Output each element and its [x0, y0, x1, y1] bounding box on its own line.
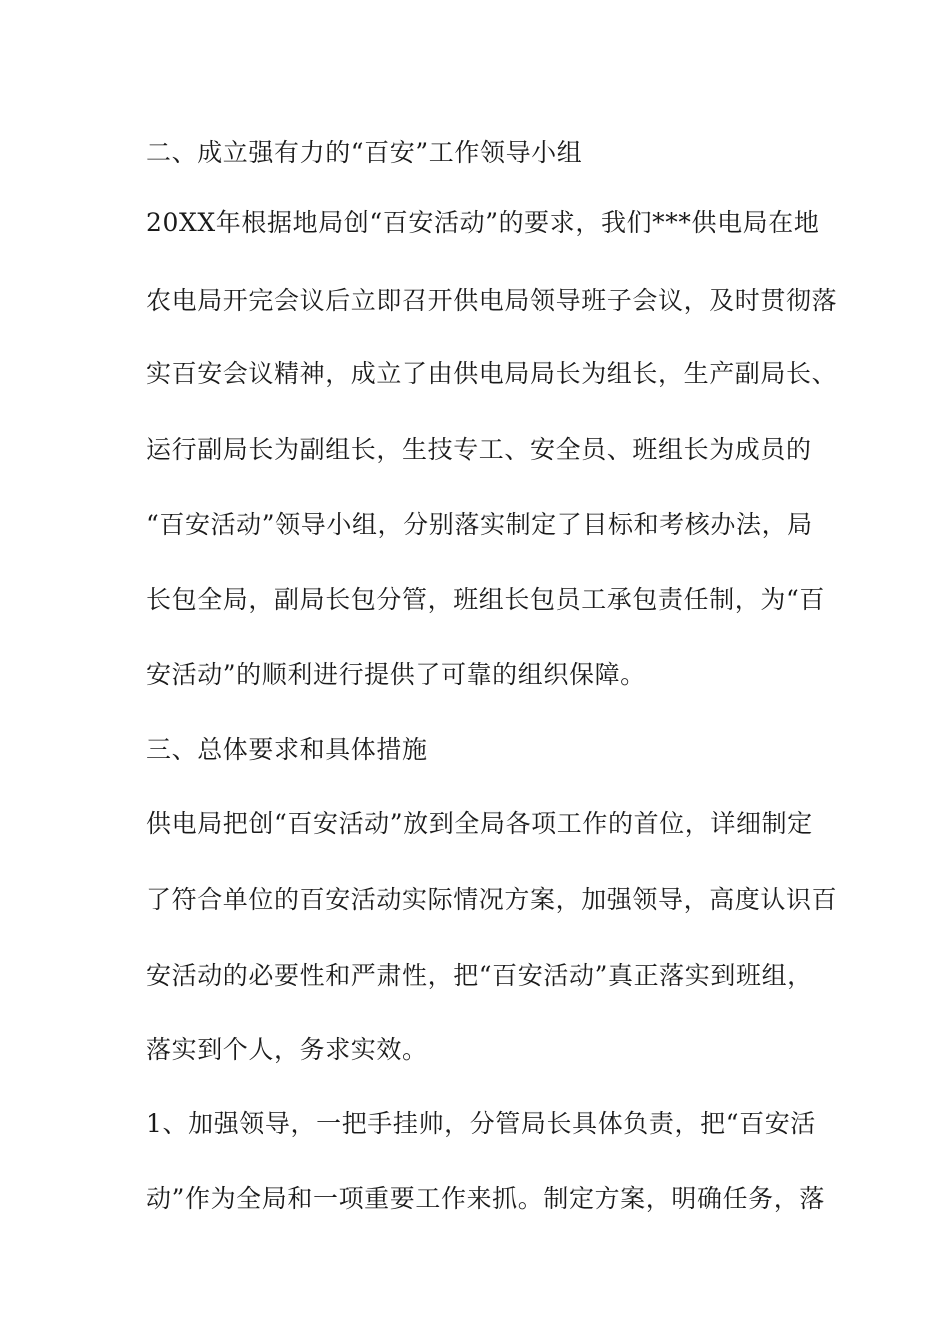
paragraph-line: 实百安会议精神，成立了由供电局局长为组长，生产副局长、	[146, 359, 838, 388]
paragraph-line: 运行副局长为副组长，生技专工、安全员、班组长为成员的	[146, 435, 812, 464]
paragraph-line: 了符合单位的百安活动实际情况方案，加强领导，高度认识百	[146, 885, 838, 914]
paragraph-line: 20XX年根据地局创“百安活动”的要求，我们***供电局在地	[146, 208, 820, 237]
paragraph-line: 落实到个人，务求实效。	[146, 1035, 428, 1064]
paragraph-line: 动”作为全局和一项重要工作来抓。制定方案，明确任务，落	[146, 1184, 825, 1213]
paragraph-line: 长包全局，副局长包分管，班组长包员工承包责任制，为“百	[146, 585, 825, 614]
section-heading-two: 二、成立强有力的“百安”工作领导小组	[146, 138, 583, 167]
paragraph-line: 1、加强领导，一把手挂帅，分管局长具体负责，把“百安活	[146, 1109, 816, 1138]
paragraph-line: “百安活动”领导小组，分别落实制定了目标和考核办法，局	[146, 510, 813, 539]
section-heading-three: 三、总体要求和具体措施	[146, 735, 428, 764]
paragraph-line: 安活动”的顺利进行提供了可靠的组织保障。	[146, 660, 646, 689]
paragraph-line: 供电局把创“百安活动”放到全局各项工作的首位，详细制定	[146, 809, 813, 838]
paragraph-line: 安活动的必要性和严肃性，把“百安活动”真正落实到班组，	[146, 961, 813, 990]
paragraph-line: 农电局开完会议后立即召开供电局领导班子会议，及时贯彻落	[146, 286, 838, 315]
